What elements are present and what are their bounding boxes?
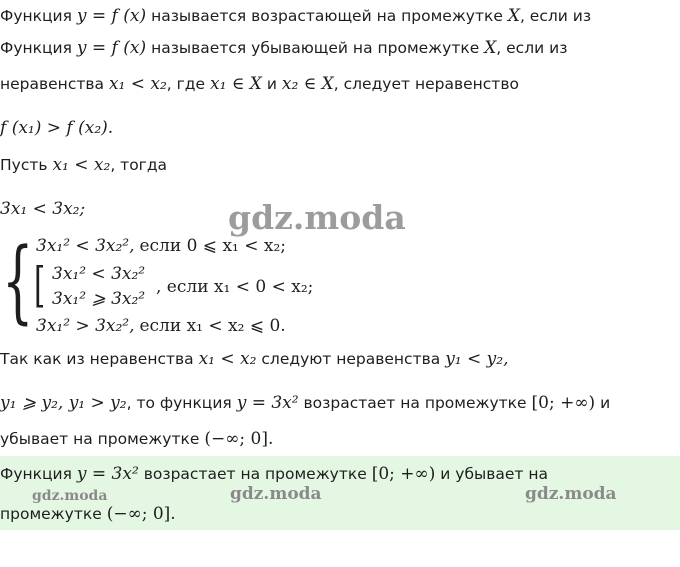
inequality-system <box>0 229 360 342</box>
system-row-1: 3x₁² < 3x₂², если 0 ⩽ x₁ < x₂; <box>36 236 287 256</box>
text-line-7: Так как из неравенства x₁ < x₂ следуют неравенства y₁ < y₂, <box>0 349 509 369</box>
math-line-4: f (x₁) > f (x₂). <box>0 118 114 138</box>
text-line-9: убывает на промежутке (−∞; 0]. <box>0 429 274 449</box>
left-brace: { <box>2 229 34 334</box>
text-line-1: Функция y = f (x) называется возрастающей на промежутке X, если из <box>0 6 592 26</box>
math-function-def: y = f (x) <box>76 6 147 26</box>
watermark-small-1: gdz.moda <box>32 488 108 504</box>
math-line-6: 3x₁ < 3x₂; <box>0 199 86 219</box>
watermark-small-3: gdz.moda <box>525 484 617 504</box>
answer-line-1: Функция y = 3x² возрастает на промежутке [0; +∞) и убывает на <box>0 464 549 484</box>
answer-line-2: промежутке (−∞; 0]. <box>0 504 176 524</box>
text-line-3: неравенства x₁ < x₂, где x₁ ∈ X и x₂ ∈ X, следует неравенство <box>0 74 519 94</box>
text-line-5: Пусть x₁ < x₂, тогда <box>0 155 168 175</box>
text-line-2: Функция y = f (x) называется убывающей на промежутке X, если из <box>0 38 568 58</box>
system-row-2-condition: , если x₁ < 0 < x₂; <box>156 277 314 297</box>
watermark-small-2: gdz.moda <box>230 484 322 504</box>
system-row-3: 3x₁² > 3x₂², если x₁ < x₂ ⩽ 0. <box>36 316 286 336</box>
left-bracket: [ <box>34 257 46 313</box>
system-row-2a: 3x₁² < 3x₂² <box>52 264 146 284</box>
watermark-main: gdz.moda <box>228 198 406 237</box>
answer-box <box>0 456 680 530</box>
text-line-8: y₁ ⩾ y₂, y₁ > y₂, то функция y = 3x² возрастает на промежутке [0; +∞) и <box>0 393 611 413</box>
system-row-2b: 3x₁² ⩾ 3x₂² <box>52 289 146 309</box>
